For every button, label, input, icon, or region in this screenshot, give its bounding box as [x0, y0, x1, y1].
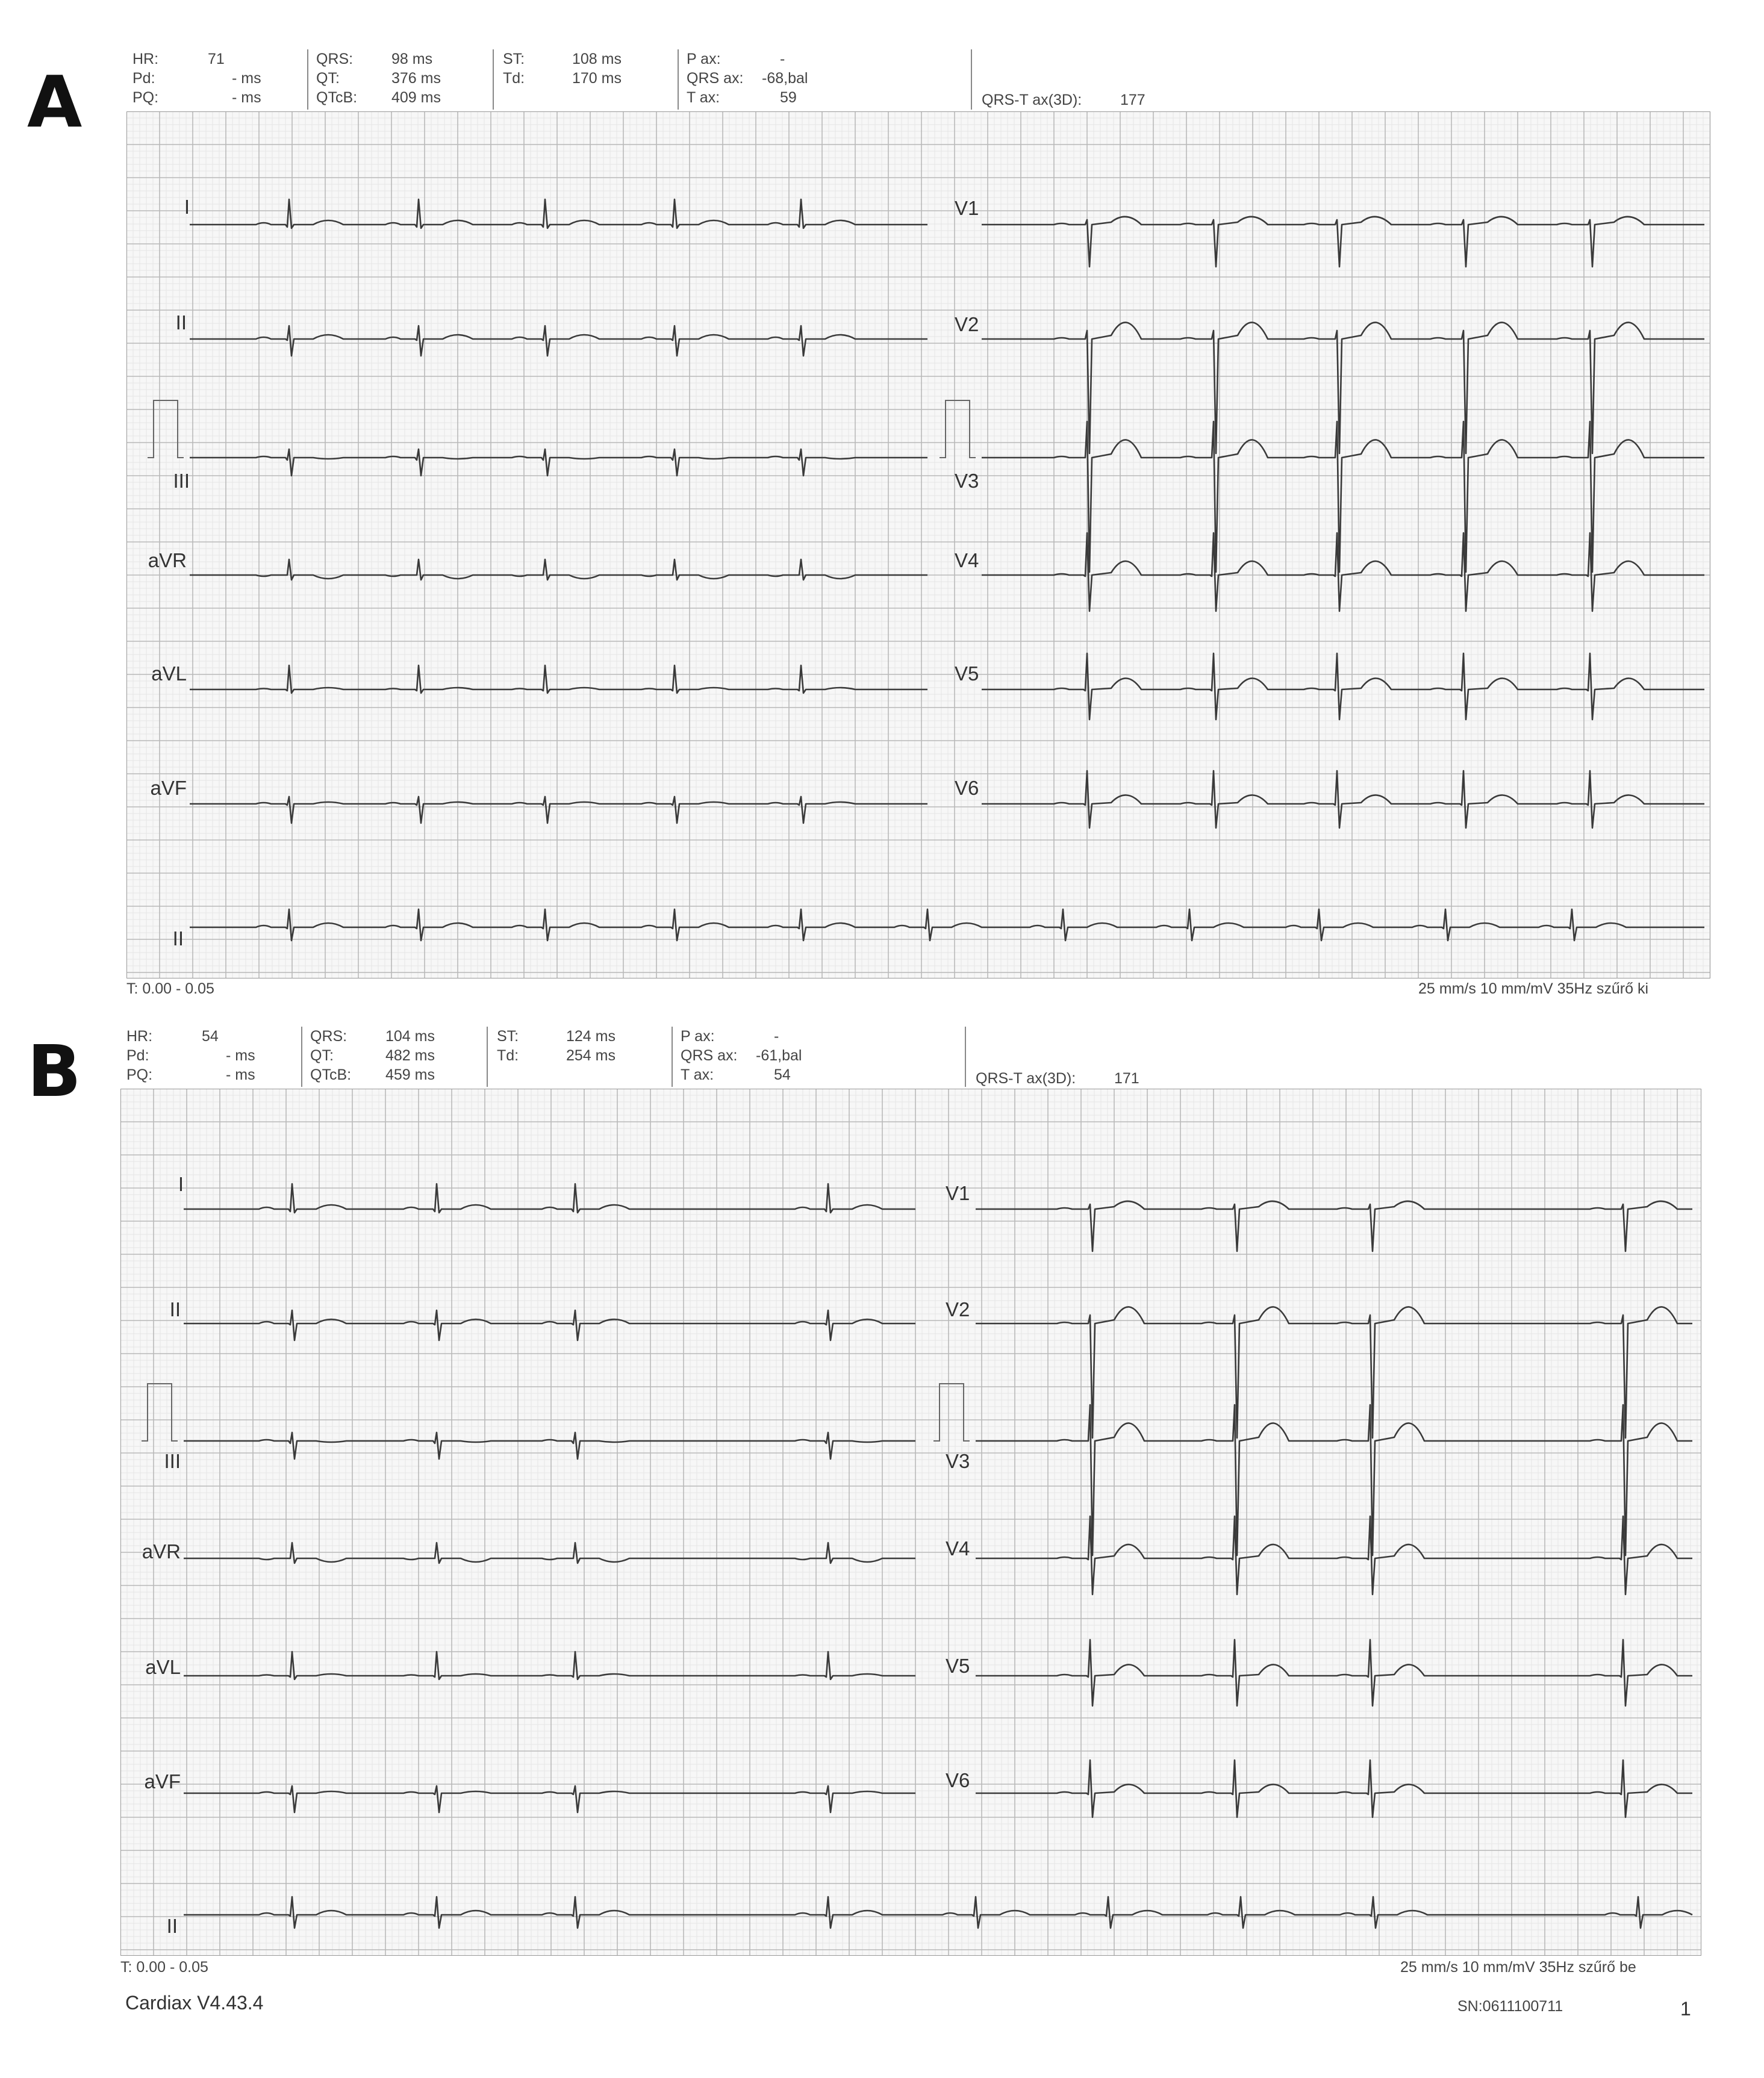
pq-value: - ms — [232, 89, 261, 106]
panel-b-qrst-axis — [976, 1069, 1139, 1088]
qrst-label: QRS-T ax(3D): — [976, 1070, 1076, 1087]
software-version: Cardiax V4.43.4 — [125, 1992, 264, 2014]
panel-b-ecg-svg — [120, 1089, 1701, 1956]
lead-label-left: aVR — [148, 549, 187, 571]
panel-a-ecg-strip — [126, 111, 1710, 978]
qt-label: QT: — [316, 70, 340, 87]
qt-label: QT: — [310, 1047, 334, 1064]
panel-b-ecg-strip — [120, 1089, 1701, 1956]
pd-label: Pd: — [126, 1047, 149, 1064]
lead-label-left: III — [173, 470, 190, 492]
qrs-value: 104 ms — [385, 1028, 435, 1045]
st-value: 108 ms — [572, 51, 622, 67]
lead-label-right: V1 — [955, 197, 979, 219]
panel-a-header-col2 — [316, 49, 441, 107]
lead-label-left: II — [175, 311, 187, 334]
serial-number: SN:0611100711 — [1457, 1998, 1563, 2015]
qt-value: 376 ms — [391, 70, 441, 87]
qrsax-value: -68,bal — [762, 70, 808, 87]
hr-label: HR: — [126, 1028, 153, 1045]
panel-a-qrst-axis — [982, 90, 1145, 110]
ecg-paper — [120, 1089, 1701, 1956]
lead-label-right: V1 — [946, 1182, 970, 1204]
qtcb-value: 409 ms — [391, 89, 441, 106]
pq-value: - ms — [226, 1066, 255, 1083]
st-value: 124 ms — [566, 1028, 616, 1045]
lead-label-left: aVF — [144, 1770, 181, 1793]
panel-a-header-divider — [971, 49, 972, 110]
pd-label: Pd: — [132, 70, 155, 87]
panel-b-header-col2 — [310, 1027, 435, 1084]
panel-b-letter: B — [27, 1030, 81, 1113]
panel-b-header-divider — [965, 1027, 966, 1087]
pq-label: PQ: — [132, 89, 159, 106]
panel-b-header-col4 — [681, 1027, 802, 1084]
pd-value: - ms — [232, 70, 261, 87]
panel-b-time-range: T: 0.00 - 0.05 — [120, 1959, 208, 1976]
lead-label-right: V4 — [955, 549, 979, 571]
lead-label-right: V2 — [955, 313, 979, 335]
rhythm-lead-label: II — [172, 927, 184, 950]
panel-a-header-col4 — [687, 49, 808, 107]
panel-a-header-divider — [307, 49, 308, 110]
panel-b-header-divider — [672, 1027, 673, 1087]
panel-a-header-col3 — [503, 49, 622, 88]
pax-label: P ax: — [681, 1028, 715, 1045]
lead-label-left: II — [169, 1298, 181, 1321]
qt-value: 482 ms — [385, 1047, 435, 1064]
lead-label-left: aVR — [142, 1540, 181, 1563]
lead-label-left: I — [178, 1173, 184, 1195]
panel-b-header-divider — [487, 1027, 488, 1087]
panel-a-settings: 25 mm/s 10 mm/mV 35Hz szűrő ki — [1418, 980, 1649, 997]
lead-label-right: V3 — [946, 1450, 970, 1472]
panel-a-letter: A — [27, 60, 83, 143]
lead-label-right: V2 — [946, 1298, 970, 1321]
qrsax-label: QRS ax: — [681, 1047, 738, 1064]
lead-label-right: V6 — [955, 777, 979, 799]
pax-value: - — [780, 51, 785, 67]
lead-label-left: aVL — [145, 1656, 181, 1678]
panel-a-ecg-svg — [126, 111, 1710, 978]
rhythm-lead-label: II — [166, 1915, 178, 1937]
lead-label-left: I — [184, 196, 190, 218]
tax-label: T ax: — [681, 1066, 714, 1083]
qrs-label: QRS: — [310, 1028, 348, 1045]
panel-b-settings: 25 mm/s 10 mm/mV 35Hz szűrő be — [1400, 1959, 1636, 1976]
page-number: 1 — [1680, 1998, 1691, 2020]
panel-a-header-col1 — [132, 49, 261, 107]
qtcb-label: QTcB: — [316, 89, 358, 106]
td-label: Td: — [503, 70, 525, 87]
qrs-value: 98 ms — [391, 51, 433, 67]
lead-label-left: aVF — [150, 777, 187, 799]
qtcb-label: QTcB: — [310, 1066, 352, 1083]
td-value: 254 ms — [566, 1047, 616, 1064]
tax-value: 59 — [780, 89, 797, 106]
pd-value: - ms — [226, 1047, 255, 1064]
lead-label-left: III — [164, 1450, 181, 1472]
lead-label-right: V5 — [946, 1655, 970, 1677]
hr-label: HR: — [132, 51, 159, 67]
lead-label-right: V6 — [946, 1769, 970, 1791]
qrsax-label: QRS ax: — [687, 70, 744, 87]
qrsax-value: -61,bal — [756, 1047, 802, 1064]
panel-a-header-divider — [678, 49, 679, 110]
pq-label: PQ: — [126, 1066, 153, 1083]
lead-label-right: V4 — [946, 1537, 970, 1560]
lead-label-right: V5 — [955, 662, 979, 685]
pax-label: P ax: — [687, 51, 721, 67]
qrs-label: QRS: — [316, 51, 354, 67]
panel-b-header-col3 — [497, 1027, 616, 1065]
panel-a-time-range: T: 0.00 - 0.05 — [126, 980, 214, 997]
hr-value: 71 — [208, 51, 225, 67]
qrst-value: 171 — [1114, 1070, 1139, 1087]
td-value: 170 ms — [572, 70, 622, 87]
td-label: Td: — [497, 1047, 519, 1064]
tax-label: T ax: — [687, 89, 720, 106]
panel-a-header-divider — [493, 49, 494, 110]
pax-value: - — [774, 1028, 779, 1045]
hr-value: 54 — [202, 1028, 219, 1045]
qrst-label: QRS-T ax(3D): — [982, 92, 1082, 108]
st-label: ST: — [503, 51, 525, 67]
qrst-value: 177 — [1120, 92, 1145, 108]
st-label: ST: — [497, 1028, 519, 1045]
ecg-paper — [126, 111, 1710, 978]
panel-b-header-col1 — [126, 1027, 255, 1084]
tax-value: 54 — [774, 1066, 791, 1083]
panel-b-header-divider — [301, 1027, 302, 1087]
lead-label-left: aVL — [151, 662, 187, 685]
qtcb-value: 459 ms — [385, 1066, 435, 1083]
lead-label-right: V3 — [955, 470, 979, 492]
